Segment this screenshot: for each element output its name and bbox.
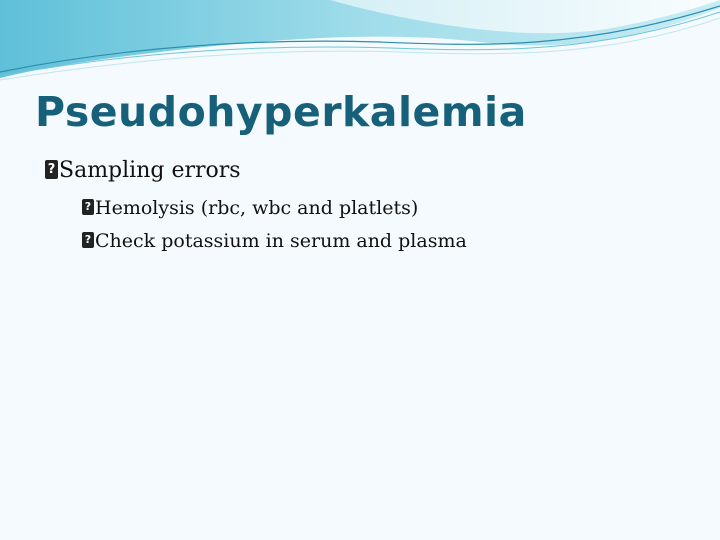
bullet-glyph-icon: ? <box>82 199 94 215</box>
slide-title: Pseudohyperkalemia <box>35 88 527 136</box>
sub-bullet-item <box>82 197 418 219</box>
sub-bullet-text: Check potassium in serum and plasma <box>95 230 467 252</box>
bullet-glyph-icon: ? <box>45 160 58 179</box>
bullet-glyph-icon: ? <box>82 232 94 248</box>
sub-bullet-text: Hemolysis (rbc, wbc and platlets) <box>95 197 419 219</box>
bullet-text: Sampling errors <box>59 158 241 183</box>
decorative-wave-banner <box>0 0 720 90</box>
bullet-item <box>45 158 241 183</box>
sub-bullet-item <box>82 230 467 252</box>
